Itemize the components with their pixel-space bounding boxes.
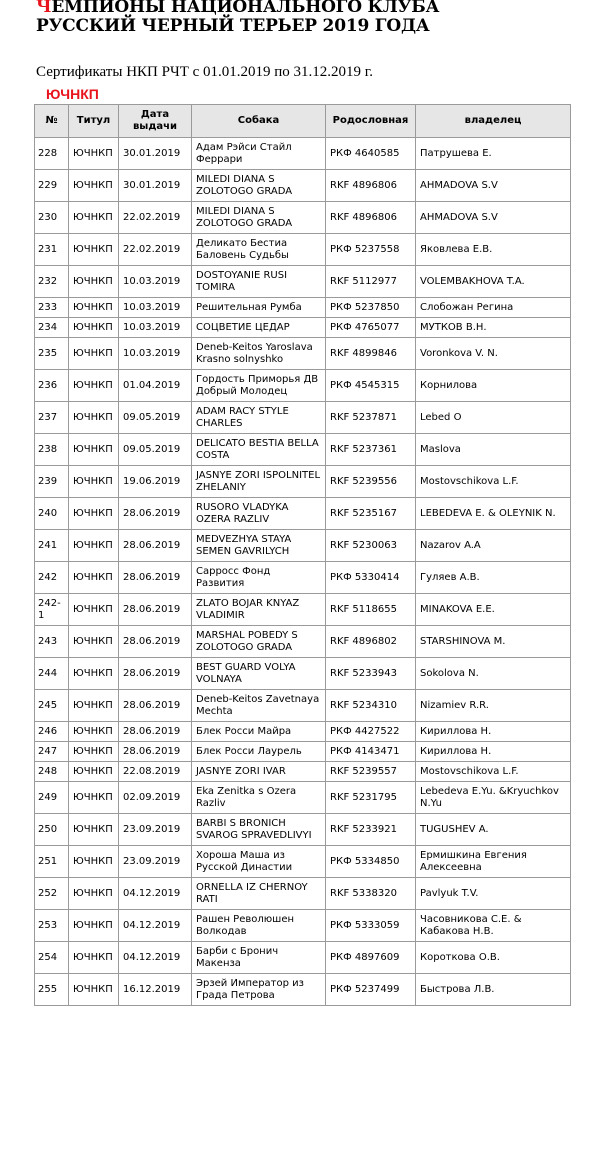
cell-owner: Nizamiev R.R.: [416, 690, 571, 722]
cell-number: 242-1: [35, 594, 69, 626]
cell-pedigree: RKF 5237361: [326, 434, 416, 466]
cell-dog: Решительная Румба: [192, 298, 326, 318]
cell-pedigree: РКФ 5237850: [326, 298, 416, 318]
title-line1: ЕМПИОНЫ НАЦИОНАЛЬНОГО КЛУБА: [51, 0, 440, 17]
cell-number: 235: [35, 338, 69, 370]
cell-pedigree: RKF 5233943: [326, 658, 416, 690]
table-row: [35, 138, 571, 170]
cell-owner: Кириллова Н.: [416, 722, 571, 742]
table-row: [35, 594, 571, 626]
cell-title: ЮЧНКП: [69, 138, 119, 170]
cell-owner: TUGUSHEV A.: [416, 814, 571, 846]
cell-owner: MINAKOVA E.E.: [416, 594, 571, 626]
cell-date: 22.02.2019: [119, 202, 192, 234]
cell-number: 237: [35, 402, 69, 434]
cell-dog: Eka Zenitka s Ozera Razliv: [192, 782, 326, 814]
cell-date: 22.02.2019: [119, 234, 192, 266]
cell-title: ЮЧНКП: [69, 402, 119, 434]
table-row: [35, 626, 571, 658]
table-row: [35, 498, 571, 530]
cell-date: 19.06.2019: [119, 466, 192, 498]
cell-number: 230: [35, 202, 69, 234]
cell-title: ЮЧНКП: [69, 782, 119, 814]
cell-dog: Эрзей Император из Града Петрова: [192, 974, 326, 1006]
table-row: [35, 974, 571, 1006]
cell-pedigree: RKF 5231795: [326, 782, 416, 814]
cell-number: 254: [35, 942, 69, 974]
cell-owner: Lebed O: [416, 402, 571, 434]
cell-pedigree: RKF 5239556: [326, 466, 416, 498]
cell-owner: Патрушева Е.: [416, 138, 571, 170]
cell-dog: MILEDI DIANA S ZOLOTOGO GRADA: [192, 170, 326, 202]
cell-number: 251: [35, 846, 69, 878]
cell-date: 10.03.2019: [119, 338, 192, 370]
cell-pedigree: RKF 5239557: [326, 762, 416, 782]
cell-dog: JASNYE ZORI ISPOLNITEL ZHELANIY: [192, 466, 326, 498]
cell-owner: Слобожан Регина: [416, 298, 571, 318]
cell-pedigree: РКФ 5237558: [326, 234, 416, 266]
cell-owner: Mostovschikova L.F.: [416, 762, 571, 782]
cell-title: ЮЧНКП: [69, 266, 119, 298]
cell-pedigree: РКФ 4427522: [326, 722, 416, 742]
cell-number: 255: [35, 974, 69, 1006]
cell-title: ЮЧНКП: [69, 878, 119, 910]
cell-pedigree: RKF 5230063: [326, 530, 416, 562]
cell-dog: BEST GUARD VOLYA VOLNAYA: [192, 658, 326, 690]
cell-owner: МУТКОВ В.Н.: [416, 318, 571, 338]
cell-pedigree: РКФ 5330414: [326, 562, 416, 594]
cell-pedigree: РКФ 5334850: [326, 846, 416, 878]
cell-owner: Lebedeva E.Yu. &Kryuchkov N.Yu: [416, 782, 571, 814]
cell-dog: BARBI S BRONICH SVAROG SPRAVEDLIVYI: [192, 814, 326, 846]
cell-date: 28.06.2019: [119, 722, 192, 742]
cell-date: 30.01.2019: [119, 170, 192, 202]
cell-owner: Короткова О.В.: [416, 942, 571, 974]
cell-title: ЮЧНКП: [69, 498, 119, 530]
cell-date: 28.06.2019: [119, 498, 192, 530]
cell-title: ЮЧНКП: [69, 658, 119, 690]
table-row: [35, 814, 571, 846]
cell-owner: Кириллова Н.: [416, 742, 571, 762]
table-row: [35, 658, 571, 690]
cell-pedigree: РКФ 5333059: [326, 910, 416, 942]
cell-title: ЮЧНКП: [69, 910, 119, 942]
cell-pedigree: RKF 4896802: [326, 626, 416, 658]
table-row: [35, 722, 571, 742]
table-header-row: [35, 105, 571, 138]
cell-title: ЮЧНКП: [69, 530, 119, 562]
title-line2: РУССКИЙ ЧЕРНЫЙ ТЕРЬЕР 2019 ГОДА: [36, 16, 430, 36]
cell-title: ЮЧНКП: [69, 942, 119, 974]
page-title: [36, 0, 596, 36]
table-row: [35, 202, 571, 234]
table-row: [35, 466, 571, 498]
cell-owner: Ермишкина Евгения Алексеевна: [416, 846, 571, 878]
table-row: [35, 910, 571, 942]
cell-date: 28.06.2019: [119, 626, 192, 658]
cell-number: 238: [35, 434, 69, 466]
cell-dog: Гордость Приморья ДВ Добрый Молодец: [192, 370, 326, 402]
cell-date: 30.01.2019: [119, 138, 192, 170]
cell-number: 236: [35, 370, 69, 402]
cell-title: ЮЧНКП: [69, 466, 119, 498]
cell-date: 28.06.2019: [119, 742, 192, 762]
cell-owner: VOLEMBAKHOVA T.A.: [416, 266, 571, 298]
cell-owner: STARSHINOVA M.: [416, 626, 571, 658]
cell-number: 229: [35, 170, 69, 202]
cell-title: ЮЧНКП: [69, 846, 119, 878]
cell-dog: ADAM RACY STYLE CHARLES: [192, 402, 326, 434]
cell-number: 250: [35, 814, 69, 846]
cell-pedigree: RKF 5235167: [326, 498, 416, 530]
cell-title: ЮЧНКП: [69, 202, 119, 234]
cell-title: ЮЧНКП: [69, 318, 119, 338]
cell-date: 28.06.2019: [119, 658, 192, 690]
cell-dog: Блек Росси Майра: [192, 722, 326, 742]
cell-number: 228: [35, 138, 69, 170]
cell-date: 04.12.2019: [119, 942, 192, 974]
cell-number: 234: [35, 318, 69, 338]
cell-owner: Яковлева Е.В.: [416, 234, 571, 266]
cell-dog: JASNYE ZORI IVAR: [192, 762, 326, 782]
table-row: [35, 742, 571, 762]
cell-dog: Deneb-Keitos Zavetnaya Mechta: [192, 690, 326, 722]
cell-owner: Корнилова: [416, 370, 571, 402]
table-row: [35, 266, 571, 298]
cell-title: ЮЧНКП: [69, 338, 119, 370]
cell-date: 04.12.2019: [119, 878, 192, 910]
cell-date: 16.12.2019: [119, 974, 192, 1006]
cell-pedigree: RKF 5118655: [326, 594, 416, 626]
cell-owner: Nazarov A.A: [416, 530, 571, 562]
col-header-date: Дата выдачи: [119, 105, 192, 138]
cell-dog: RUSORO VLADYKA OZERA RAZLIV: [192, 498, 326, 530]
cell-pedigree: РКФ 4765077: [326, 318, 416, 338]
cell-date: 10.03.2019: [119, 318, 192, 338]
cell-pedigree: РКФ 4897609: [326, 942, 416, 974]
cell-pedigree: РКФ 4545315: [326, 370, 416, 402]
table-row: [35, 170, 571, 202]
cell-number: 233: [35, 298, 69, 318]
cell-number: 253: [35, 910, 69, 942]
col-header-pedigree: Родословная: [326, 105, 416, 138]
table-row: [35, 402, 571, 434]
table-row: [35, 318, 571, 338]
cell-pedigree: RKF 4899846: [326, 338, 416, 370]
table-row: [35, 338, 571, 370]
cell-title: ЮЧНКП: [69, 298, 119, 318]
cell-owner: Быстрова Л.В.: [416, 974, 571, 1006]
table-row: [35, 762, 571, 782]
cell-title: ЮЧНКП: [69, 370, 119, 402]
cell-pedigree: RKF 5233921: [326, 814, 416, 846]
cell-date: 28.06.2019: [119, 594, 192, 626]
cell-date: 02.09.2019: [119, 782, 192, 814]
cell-dog: Адам Рэйси Стайл Феррари: [192, 138, 326, 170]
cell-dog: DOSTOYANIE RUSI TOMIRA: [192, 266, 326, 298]
cell-number: 252: [35, 878, 69, 910]
cell-title: ЮЧНКП: [69, 690, 119, 722]
section-label: ЮЧНКП: [46, 86, 99, 102]
cell-owner: Гуляев А.В.: [416, 562, 571, 594]
title-first-letter: Ч: [36, 0, 52, 17]
table-row: [35, 846, 571, 878]
certificate-period: Сертификаты НКП РЧТ с 01.01.2019 по 31.12.2019 г.: [36, 64, 374, 80]
cell-dog: MEDVEZHYA STAYA SEMEN GAVRILYCH: [192, 530, 326, 562]
cell-dog: ORNELLA IZ CHERNOY RATI: [192, 878, 326, 910]
cell-dog: ZLATO BOJAR KNYAZ VLADIMIR: [192, 594, 326, 626]
cell-owner: AHMADOVA S.V: [416, 202, 571, 234]
cell-pedigree: RKF 5237871: [326, 402, 416, 434]
cell-date: 28.06.2019: [119, 562, 192, 594]
cell-pedigree: RKF 4896806: [326, 170, 416, 202]
cell-number: 242: [35, 562, 69, 594]
col-header-number: №: [35, 105, 69, 138]
cell-date: 09.05.2019: [119, 402, 192, 434]
cell-dog: Хороша Маша из Русской Династии: [192, 846, 326, 878]
table-row: [35, 530, 571, 562]
cell-owner: LEBEDEVA E. & OLEYNIK N.: [416, 498, 571, 530]
cell-title: ЮЧНКП: [69, 594, 119, 626]
table-row: [35, 234, 571, 266]
cell-number: 248: [35, 762, 69, 782]
cell-title: ЮЧНКП: [69, 234, 119, 266]
cell-number: 241: [35, 530, 69, 562]
cell-number: 245: [35, 690, 69, 722]
cell-pedigree: РКФ 5237499: [326, 974, 416, 1006]
cell-number: 244: [35, 658, 69, 690]
cell-title: ЮЧНКП: [69, 434, 119, 466]
cell-date: 22.08.2019: [119, 762, 192, 782]
cell-dog: Рашен Революшен Волкодав: [192, 910, 326, 942]
cell-title: ЮЧНКП: [69, 742, 119, 762]
cell-pedigree: RKF 5112977: [326, 266, 416, 298]
col-header-dog: Собака: [192, 105, 326, 138]
cell-title: ЮЧНКП: [69, 170, 119, 202]
cell-pedigree: RKF 5234310: [326, 690, 416, 722]
col-header-owner: владелец: [416, 105, 571, 138]
cell-number: 246: [35, 722, 69, 742]
table-row: [35, 298, 571, 318]
cell-title: ЮЧНКП: [69, 562, 119, 594]
cell-dog: Сарросс Фонд Развития: [192, 562, 326, 594]
cell-number: 247: [35, 742, 69, 762]
cell-pedigree: RKF 5338320: [326, 878, 416, 910]
table-row: [35, 942, 571, 974]
table-body: [35, 138, 571, 1006]
cell-dog: СОЦВЕТИЕ ЦЕДАР: [192, 318, 326, 338]
cell-date: 23.09.2019: [119, 814, 192, 846]
cell-date: 10.03.2019: [119, 298, 192, 318]
cell-owner: Часовникова С.Е. & Кабакова Н.В.: [416, 910, 571, 942]
cell-dog: DELICATO BESTIA BELLA COSTA: [192, 434, 326, 466]
cell-number: 231: [35, 234, 69, 266]
champions-table: [34, 104, 571, 1006]
cell-date: 28.06.2019: [119, 530, 192, 562]
cell-date: 04.12.2019: [119, 910, 192, 942]
cell-title: ЮЧНКП: [69, 974, 119, 1006]
cell-pedigree: РКФ 4640585: [326, 138, 416, 170]
cell-date: 01.04.2019: [119, 370, 192, 402]
cell-owner: Sokolova N.: [416, 658, 571, 690]
cell-number: 232: [35, 266, 69, 298]
cell-date: 09.05.2019: [119, 434, 192, 466]
cell-dog: MARSHAL POBEDY S ZOLOTOGO GRADA: [192, 626, 326, 658]
table-row: [35, 562, 571, 594]
cell-title: ЮЧНКП: [69, 722, 119, 742]
cell-number: 239: [35, 466, 69, 498]
cell-owner: Pavlyuk T.V.: [416, 878, 571, 910]
cell-dog: Deneb-Keitos Yaroslava Krasno solnyshko: [192, 338, 326, 370]
cell-dog: Блек Росси Лаурель: [192, 742, 326, 762]
cell-owner: AHMADOVA S.V: [416, 170, 571, 202]
cell-title: ЮЧНКП: [69, 814, 119, 846]
cell-title: ЮЧНКП: [69, 626, 119, 658]
cell-number: 243: [35, 626, 69, 658]
cell-dog: Барби с Бронич Макенза: [192, 942, 326, 974]
cell-number: 240: [35, 498, 69, 530]
cell-number: 249: [35, 782, 69, 814]
table-row: [35, 782, 571, 814]
cell-dog: Деликато Бестиа Баловень Судьбы: [192, 234, 326, 266]
cell-date: 23.09.2019: [119, 846, 192, 878]
table-row: [35, 370, 571, 402]
cell-date: 28.06.2019: [119, 690, 192, 722]
cell-pedigree: РКФ 4143471: [326, 742, 416, 762]
col-header-title: Титул: [69, 105, 119, 138]
cell-owner: Voronkova V. N.: [416, 338, 571, 370]
cell-date: 10.03.2019: [119, 266, 192, 298]
cell-pedigree: RKF 4896806: [326, 202, 416, 234]
table-row: [35, 878, 571, 910]
cell-title: ЮЧНКП: [69, 762, 119, 782]
cell-dog: MILEDI DIANA S ZOLOTOGO GRADA: [192, 202, 326, 234]
table-row: [35, 690, 571, 722]
table-row: [35, 434, 571, 466]
cell-owner: Mostovschikova L.F.: [416, 466, 571, 498]
cell-owner: Maslova: [416, 434, 571, 466]
